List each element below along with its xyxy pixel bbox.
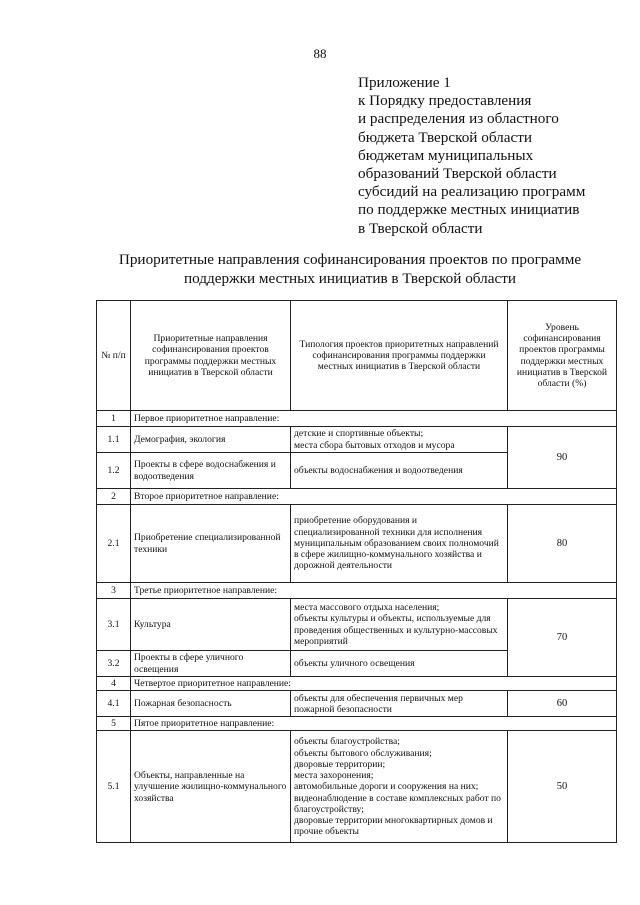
typology-item: автомобильные дороги и сооружения на них; bbox=[294, 781, 479, 793]
row-typology bbox=[291, 651, 508, 677]
row-direction: Объекты, направленные на улучшение жилищно-коммунального хозяйства bbox=[131, 731, 291, 843]
section-num: 2 bbox=[97, 489, 131, 505]
row-typology bbox=[291, 731, 508, 843]
row-level: 90 bbox=[508, 427, 617, 489]
row-direction: Культура bbox=[131, 599, 291, 651]
section-row bbox=[97, 411, 617, 427]
row-direction: Приобретение специализированной техники bbox=[131, 505, 291, 583]
header-level: Уровень софинансирования проектов программы поддержки местных инициатив в Тверской области (%) bbox=[508, 301, 617, 411]
row-level: 70 bbox=[508, 599, 617, 677]
row-num: 1.2 bbox=[97, 453, 131, 489]
row-level: 60 bbox=[508, 691, 617, 717]
row-num: 5.1 bbox=[97, 731, 131, 843]
table-header-row bbox=[97, 301, 617, 411]
appendix-line: образований Тверской области bbox=[358, 165, 557, 183]
typology-item: места захоронения; bbox=[294, 770, 374, 782]
row-num: 3.1 bbox=[97, 599, 131, 651]
row-direction: Проекты в сфере уличного освещения bbox=[131, 651, 291, 677]
section-title: Второе приоритетное направление: bbox=[131, 489, 617, 505]
typology-item: дворовые территории многоквартирных домов и прочие объекты bbox=[294, 814, 493, 838]
section-row bbox=[97, 677, 617, 691]
row-level: 80 bbox=[508, 505, 617, 583]
appendix-line: по поддержке местных инициатив bbox=[358, 201, 580, 219]
typology-item: детские и спортивные объекты; bbox=[294, 428, 424, 440]
row-num: 2.1 bbox=[97, 505, 131, 583]
typology-item: видеонаблюдение в составе комплексных работ по благоустройству; bbox=[294, 792, 501, 815]
row-typology bbox=[291, 427, 508, 453]
appendix-line: субсидий на реализацию программ bbox=[358, 183, 586, 201]
typology-item: объекты бытового обслуживания; bbox=[294, 747, 432, 759]
row-direction: Проекты в сфере водоснабжения и водоотведения bbox=[131, 453, 291, 489]
section-title: Третье приоритетное направление: bbox=[131, 583, 617, 599]
row-typology bbox=[291, 599, 508, 651]
typology-item: объекты водоснабжения и водоотведения bbox=[294, 464, 463, 476]
typology-item: объекты уличного освещения bbox=[294, 657, 415, 669]
appendix-header bbox=[358, 74, 628, 238]
table-row bbox=[97, 731, 617, 843]
table-row bbox=[97, 505, 617, 583]
row-num: 4.1 bbox=[97, 691, 131, 717]
typology-item: объекты культуры и объекты, используемые для проведения общественных и культурно-массовых мероприятий bbox=[294, 613, 498, 647]
title-line: Приоритетные направления софинансирования проектов по программе bbox=[118, 251, 582, 268]
section-num: 4 bbox=[97, 677, 131, 691]
appendix-line: бюджета Тверской области bbox=[358, 128, 532, 146]
priority-directions-table bbox=[96, 300, 617, 843]
section-num: 1 bbox=[97, 411, 131, 427]
section-title: Четвертое приоритетное направление: bbox=[131, 677, 617, 691]
section-row bbox=[97, 583, 617, 599]
row-direction: Демография, экология bbox=[131, 427, 291, 453]
row-direction: Пожарная безопасность bbox=[131, 691, 291, 717]
appendix-line: к Порядку предоставления bbox=[358, 92, 532, 110]
typology-item: объекты благоустройства; bbox=[294, 736, 400, 748]
table-row bbox=[97, 599, 617, 651]
table-row bbox=[97, 427, 617, 453]
title-line: поддержки местных инициатив в Тверской области bbox=[184, 270, 516, 287]
section-num: 3 bbox=[97, 583, 131, 599]
appendix-line: и распределения из областного bbox=[358, 110, 559, 128]
typology-item: дворовые территории; bbox=[294, 758, 386, 770]
row-level: 50 bbox=[508, 731, 617, 843]
section-num: 5 bbox=[97, 717, 131, 731]
appendix-line: Приложение 1 bbox=[358, 74, 451, 91]
appendix-line: бюджетам муниципальных bbox=[358, 146, 534, 164]
typology-item: приобретение оборудования и специализированной техники для исполнения муниципальным образованием своих полномочий в сфере жилищно-коммунального хозяйства и дорожной деятельности bbox=[294, 515, 499, 572]
document-title bbox=[60, 250, 640, 288]
section-title: Первое приоритетное направление: bbox=[131, 411, 617, 427]
section-row bbox=[97, 489, 617, 505]
row-num: 3.2 bbox=[97, 651, 131, 677]
section-title: Пятое приоритетное направление: bbox=[131, 717, 617, 731]
appendix-line: в Тверской области bbox=[358, 219, 483, 237]
header-typology: Типология проектов приоритетных направлений софинансирования программы поддержки местных инициатив в Тверской области bbox=[291, 301, 508, 411]
header-num: № п/п bbox=[97, 301, 131, 411]
typology-item: места сбора бытовых отходов и мусора bbox=[294, 439, 455, 451]
section-row bbox=[97, 717, 617, 731]
typology-item: объекты для обеспечения первичных мер пожарной безопасности bbox=[294, 692, 463, 715]
header-direction: Приоритетные направления софинансирования проектов программы поддержки местных инициатив в Тверской области bbox=[131, 301, 291, 411]
row-typology bbox=[291, 505, 508, 583]
row-num: 1.1 bbox=[97, 427, 131, 453]
row-typology bbox=[291, 691, 508, 717]
page-number: 88 bbox=[313, 46, 327, 61]
table-row bbox=[97, 691, 617, 717]
typology-item: места массового отдыха населения; bbox=[294, 602, 440, 614]
row-typology bbox=[291, 453, 508, 489]
